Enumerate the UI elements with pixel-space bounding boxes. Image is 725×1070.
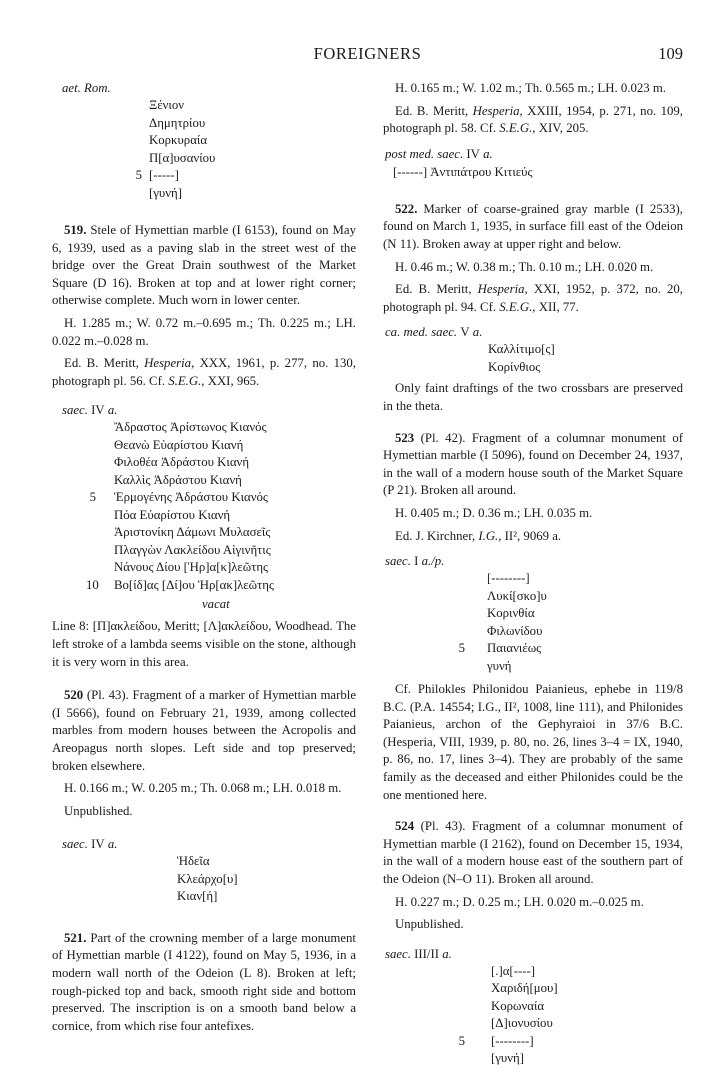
entry-522-edition: Ed. B. Meritt, Hesperia, XXI, 1952, p. 372, no. 20, photograph pl. 94. Cf. S.E.G., XII, 77.: [383, 282, 683, 314]
inscription-line: [52, 472, 356, 490]
entry-522-description: 522. Marker of coarse-grained gray marble (I 2533), found on March 1, 1935, in surface fill east of the Odeion (N 11). Broken away at upper right and below.: [383, 201, 683, 251]
left-column: [52, 80, 356, 1035]
inscription-text: [-----]: [149, 168, 179, 182]
inscription-line: [52, 132, 356, 150]
entry-520-dimensions: H. 0.166 m.; W. 0.205 m.; Th. 0.068 m.; LH. 0.018 m.: [64, 781, 342, 796]
entry-524-description: 524 (Pl. 43). Fragment of a columnar monument of Hymettian marble (I 2162), found on December 15, 1934, in the wall of a modern house east of the southern part of the Odeion (N–O 11). Broken all around.: [383, 819, 683, 887]
entry-522-inscription: [383, 341, 683, 376]
entry-524-dimensions: H. 0.227 m.; D. 0.25 m.; LH. 0.020 m.–0.025 m.: [395, 894, 644, 909]
inscription-line: [52, 97, 356, 115]
entry-524-date: saec. III/II a.: [385, 946, 452, 961]
entry-524-number: 524: [395, 819, 415, 834]
inscription-text: Κορινθία: [487, 606, 535, 621]
entry-521-number: 521.: [64, 930, 87, 945]
entry-521-dimensions: H. 0.165 m.; W. 1.02 m.; Th. 0.565 m.; LH. 0.023 m.: [395, 81, 666, 95]
inscription-line: [383, 640, 683, 658]
inscription-line: [383, 588, 683, 606]
inscription-line: [52, 115, 356, 133]
inscription-line: [52, 559, 356, 577]
inscription-line: [52, 542, 356, 560]
entry-521-edition: Ed. B. Meritt, Hesperia, XXIII, 1954, p. 271, no. 109, photograph pl. 58. Cf. S.E.G., XIV, 205.: [383, 103, 684, 136]
inscription-text: Πλαγγὼν Λακλείδου Αἰγινῆτις: [114, 542, 271, 557]
entry-521-date: post med. saec. IV a.: [385, 146, 493, 161]
page-number: 109: [658, 44, 683, 63]
entry-521-description: 521. Part of the crowning member of a large monument of Hymettian marble (I 4122), found on May 5, 1936, in a modern wall north of the Odeion (L 8). Broken at left; rough-picked top and back, smooth right side and bottom preserved. The inscription is on a smooth band below a cornice, from which rise four antefixes.: [52, 930, 356, 1033]
inscription-line: [52, 489, 356, 507]
entry-519-number: 519.: [64, 223, 87, 237]
inscription-line: [383, 1050, 683, 1068]
line-number: 5: [135, 168, 142, 182]
inscription-line: [383, 359, 683, 377]
entry-519-date: saec. IV a.: [62, 403, 118, 418]
inscription-line: [383, 341, 683, 359]
inscription-line: [52, 577, 356, 595]
inscription-line: [383, 605, 683, 623]
inscription-text: Π[α]υσανίου: [149, 150, 216, 165]
inscription-line: [52, 419, 356, 437]
inscription-text: Θεανὼ Εὐαρίστου Κιανή: [114, 437, 244, 452]
entry-523-note: Cf. Philokles Philonidou Paianieus, ephebe in 119/8 B.C. (P.A. 14554; I.G., II², 1008, line 111), and Philonides Paianieus, archon of the Gephyraioi in 37/6 B.C. (Hesperia, VIII, 1939, p. 80, no. 26, lines 3–4 = IX, 1940, p. 86, no. 17, lines 3–4). They are probably of the same family as the deceased and either Philonides could be the one mentioned here.: [383, 682, 683, 802]
inscription-text: [.]α[----]: [491, 963, 535, 978]
entry-521-inscription: [------] Ἀντιπάτρου Κιτιεύς: [393, 164, 533, 179]
entry-519-note: Line 8: [Π]ακλείδου, Meritt; [Λ]ακλείδου, Woodhead. The left stroke of a lambda seems visible on the stone, although it is very worn in this area.: [52, 619, 356, 669]
inscription-line: [52, 524, 356, 542]
inscription-line: [52, 167, 356, 185]
inscription-line: [383, 570, 683, 588]
inscription-text: Φιλωνίδου: [487, 623, 543, 638]
entry-523-edition: Ed. J. Kirchner, I.G., II², 9069 a.: [395, 528, 562, 543]
inscription-text: Παιανιέως: [487, 641, 542, 656]
inscription-text: Καλλίτιμο[ς]: [488, 342, 555, 357]
entry-523-dimensions: H. 0.405 m.; D. 0.36 m.; LH. 0.035 m.: [395, 505, 593, 520]
entry-519-vacat: vacat: [202, 597, 230, 612]
inscription-line: [52, 437, 356, 455]
inscription-text: Δημητρίου: [149, 115, 206, 130]
inscription-text: Κορίνθιος: [488, 359, 541, 374]
inscription-line: [383, 998, 683, 1016]
entry-522-dimensions: H. 0.46 m.; W. 0.38 m.; Th. 0.10 m.; LH. 0.020 m.: [395, 259, 654, 274]
inscription-text: Βο[ίδ]ας [Δί]ου Ἡρ[ακ]λεῶτης: [114, 577, 274, 592]
inscription-text: [Δ]ιονυσίου: [491, 1016, 553, 1031]
entry-524-inscription: [383, 963, 683, 1068]
inscription-text: Κορκυραία: [149, 133, 208, 147]
inscription-line: [52, 871, 356, 889]
inscription-line: [383, 1015, 683, 1033]
inscription-line: [383, 658, 683, 676]
entry-519-inscription: [52, 419, 356, 594]
inscription-line: [52, 507, 356, 525]
inscription-line: [383, 1033, 683, 1051]
inscription-text: Χαριδή[μου]: [491, 981, 558, 996]
entry-519-edition: Ed. B. Meritt, Hesperia, XXX, 1961, p. 277, no. 130, photograph pl. 56. Cf. S.E.G., XXI, 965.: [52, 356, 357, 388]
inscription-line: [52, 150, 356, 168]
inscription-text: Καλλὶς Ἀδράστου Κιανή: [114, 472, 242, 487]
inscription-text: [--------]: [487, 571, 530, 586]
line-number: 10: [86, 577, 99, 592]
entry-520-description: 520 (Pl. 43). Fragment of a marker of Hymettian marble (I 5666), found on February 21, 1939, among collected marbles from modern houses between the Acropolis and Areopagus north slopes. Left side and top preserved; broken elsewhere.: [52, 688, 356, 773]
entry-523-inscription: [383, 570, 683, 675]
line-number: 5: [89, 490, 96, 505]
right-column: [383, 80, 683, 1070]
inscription-text: Φιλοθέα Ἀδράστου Κιανή: [114, 455, 250, 470]
line-number: 5: [458, 1033, 465, 1048]
inscription-line: [383, 963, 683, 981]
inscription-line: [52, 888, 356, 906]
inscription-text: Κορωναία: [491, 998, 545, 1013]
entry-524-edition: Unpublished.: [395, 917, 464, 932]
entry-522-number: 522.: [395, 201, 418, 216]
entry-519-dimensions: H. 1.285 m.; W. 0.72 m.–0.695 m.; Th. 0.225 m.; LH. 0.022 m.–0.028 m.: [52, 315, 356, 348]
inscription-text: Ἄδραστος Ἀρίστωνος Κιανός: [114, 420, 267, 435]
inscription-line: [383, 623, 683, 641]
inscription-text: Ἀριστονίκη Δάμωνι Μυλασεῖς: [114, 525, 271, 540]
inscription-text: Κλεάρχο[υ]: [177, 871, 238, 886]
inscription-line: [52, 185, 356, 203]
entry-522-note: Only faint draftings of the two crossbars are preserved in the theta.: [383, 381, 683, 413]
inscription-text: γυνή: [487, 658, 512, 673]
inscription-text: Ἡδεῖα: [177, 854, 210, 869]
inscription-xenion: [52, 97, 356, 202]
inscription-text: Νάνους Δίου [Ἡρ]α[κ]λεῶτης: [114, 560, 269, 575]
inscription-line: [52, 454, 356, 472]
running-header: [52, 44, 683, 68]
inscription-line: [52, 853, 356, 871]
entry-520-edition: Unpublished.: [64, 803, 133, 818]
entry-520-inscription: [52, 853, 356, 906]
entry-520-number: 520: [64, 688, 84, 703]
entry-520-date: saec. IV a.: [62, 837, 118, 852]
inscription-line: [383, 980, 683, 998]
inscription-text: [--------]: [491, 1033, 534, 1048]
inscription-text: Πόα Εὐαρίστου Κιανή: [114, 507, 231, 522]
inscription-text: [γυνή]: [491, 1051, 524, 1066]
entry-522-date: ca. med. saec. V a.: [385, 325, 483, 340]
inscription-text: Κιαν[ή]: [177, 889, 218, 904]
entry-519-description: 519. Stele of Hymettian marble (I 6153), found on May 6, 1939, used as a paving slab in the street west of the bridge over the Great Drain southwest of the Market Square (D 16). Broken at top and at lower right corner; otherwise complete. Much worn in lower center.: [52, 223, 356, 308]
entry-523-number: 523: [395, 430, 415, 445]
inscription-text: Ἑρμογένης Ἀδράστου Κιανός: [114, 490, 268, 505]
running-title: FOREIGNERS: [313, 44, 422, 63]
entry-523-description: 523 (Pl. 42). Fragment of a columnar monument of Hymettian marble (I 5096), found on December 24, 1937, in the wall of a modern house south of the Market Square (P 21). Broken all around.: [383, 430, 683, 498]
entry-523-date: saec. I a./p.: [385, 554, 445, 569]
inscription-text: Λυκί[σκο]υ: [487, 588, 547, 603]
line-number: 5: [458, 641, 465, 656]
inscription-text: Ξένιον: [149, 98, 185, 112]
inscription-text: [γυνή]: [149, 185, 182, 200]
date-aet-rom: aet. Rom.: [62, 81, 111, 95]
